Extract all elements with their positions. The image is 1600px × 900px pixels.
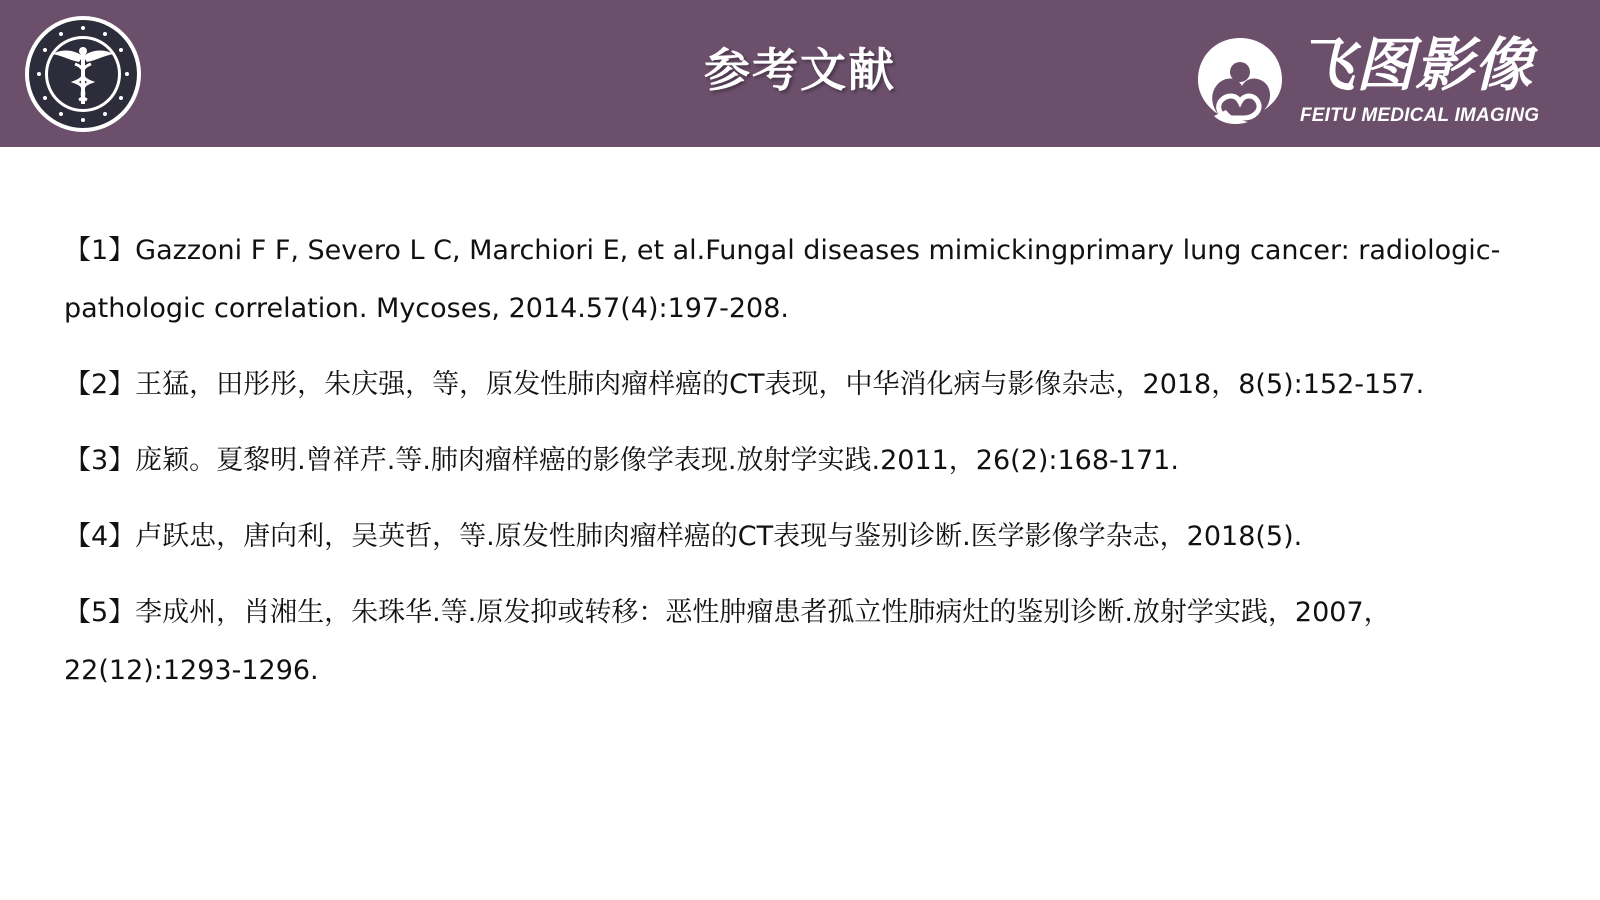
- reference-item-1: 【1】Gazzoni F F, Severo L C, Marchiori E, et al.Fungal diseases mimickingprimary lung cancer: radiologic-pathologic correlation. Mycoses, 2014.57(4):197-208.: [64, 235, 1501, 324]
- cloud-swirl-icon: [1192, 32, 1288, 128]
- reference-item-5: 【5】李成州，肖湘生，朱珠华.等.原发抑或转移：恶性肿瘤患者孤立性肺病灶的鉴别诊断.放射学实践，2007，22(12):1293-1296.: [64, 597, 1391, 686]
- reference-item-3: 【3】庞颖。夏黎明.曾祥芹.等.肺肉瘤样癌的影像学表现.放射学实践.2011，26(2):168-171.: [64, 445, 1179, 476]
- brand-name: 飞图影像: [1297, 31, 1534, 99]
- reference-item-2: 【2】王猛，田彤彤，朱庆强，等，原发性肺肉瘤样癌的CT表现，中华消化病与影像杂志，2018，8(5):152-157.: [64, 369, 1425, 400]
- brand-subtitle: FEITU MEDICAL IMAGING: [1300, 105, 1540, 126]
- reference-item-4: 【4】卢跃忠，唐向利，吴英哲，等.原发性肺肉瘤样癌的CT表现与鉴别诊断.医学影像学杂志，2018(5).: [64, 521, 1303, 552]
- header-bar: [0, 0, 1600, 147]
- reference-list: [64, 222, 1564, 718]
- page-title: 参考文献: [704, 43, 896, 97]
- brand-logo: [1192, 28, 1592, 138]
